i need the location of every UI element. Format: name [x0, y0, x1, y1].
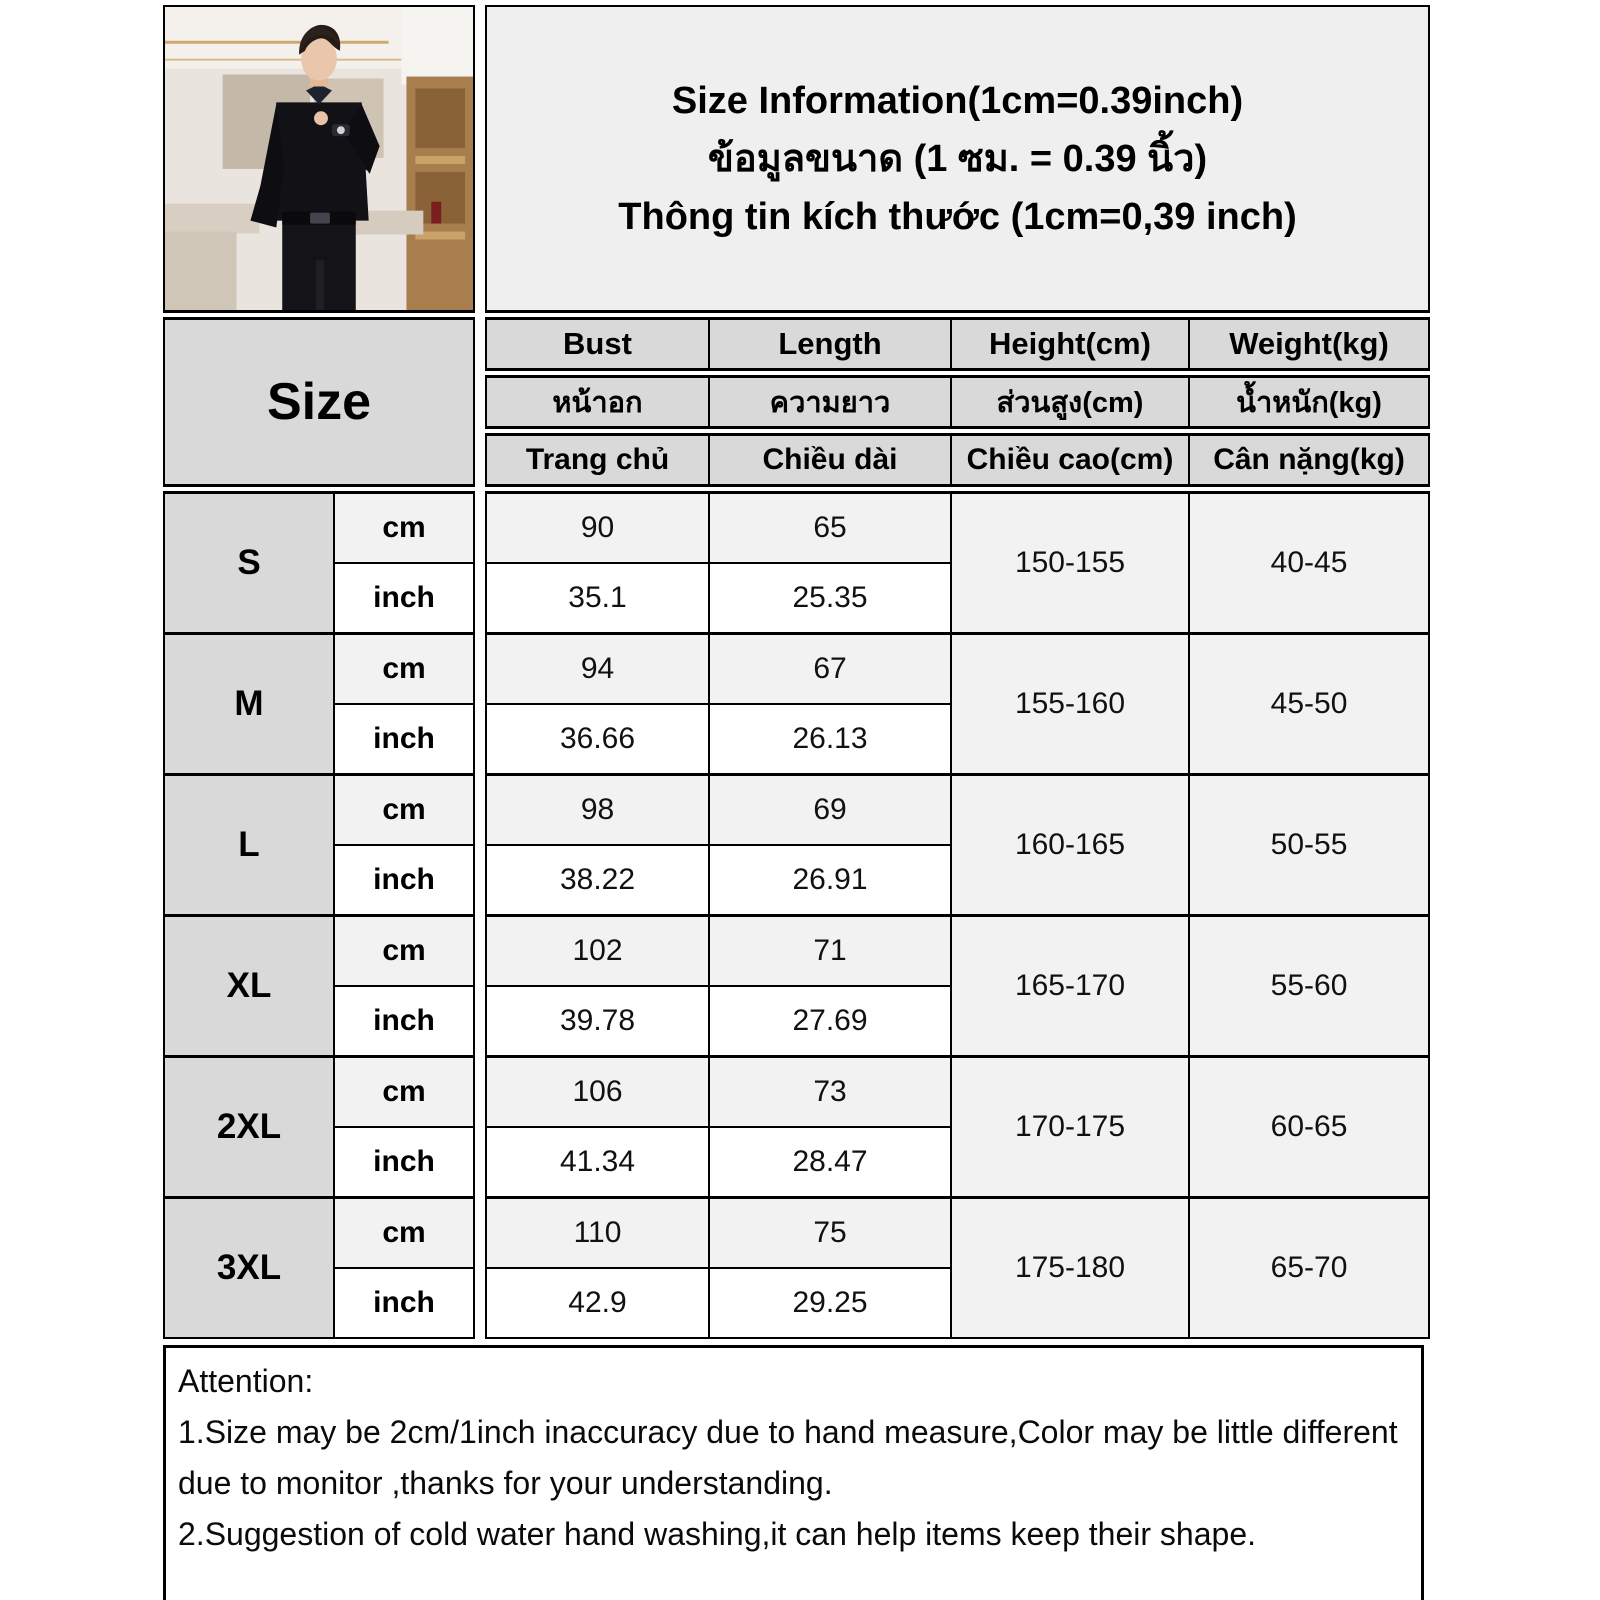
unit-label-cm: cm	[334, 1198, 474, 1269]
length-inch-value: 28.47	[709, 1127, 951, 1198]
unit-label-cm: cm	[334, 634, 474, 705]
weight-range: 55-60	[1189, 916, 1429, 1057]
unit-label-cm: cm	[334, 1057, 474, 1128]
table-spacer	[474, 1127, 486, 1198]
height-range: 170-175	[951, 1057, 1189, 1198]
height-range: 175-180	[951, 1198, 1189, 1339]
size-label: M	[164, 634, 334, 775]
bust-cm-value: 90	[486, 489, 709, 563]
size-row-2XL-cm	[164, 1057, 1429, 1128]
length-cm-value: 75	[709, 1198, 951, 1269]
table-spacer	[474, 315, 486, 373]
col-header-bust-en: Bust	[486, 315, 709, 373]
size-row-S-cm	[164, 489, 1429, 563]
length-cm-value: 71	[709, 916, 951, 987]
table-spacer	[474, 1198, 486, 1269]
size-label: XL	[164, 916, 334, 1057]
attention-notes	[163, 1345, 1424, 1600]
size-label: 3XL	[164, 1198, 334, 1339]
col-header-height-vi: Chiều cao(cm)	[951, 431, 1189, 489]
length-inch-value: 29.25	[709, 1268, 951, 1338]
table-spacer	[474, 489, 486, 563]
size-row-3XL-cm	[164, 1198, 1429, 1269]
table-spacer	[474, 6, 486, 315]
col-header-length-en: Length	[709, 315, 951, 373]
col-header-weight-th: น้ำหนัก(kg)	[1189, 373, 1429, 431]
attention-line-2: due to monitor ,thanks for your understanding.	[178, 1465, 833, 1501]
bust-cm-value: 102	[486, 916, 709, 987]
weight-range: 60-65	[1189, 1057, 1429, 1198]
col-header-weight-en: Weight(kg)	[1189, 315, 1429, 373]
title-english: Size Information(1cm=0.39inch)	[671, 79, 1244, 122]
table-spacer	[474, 775, 486, 846]
table-spacer	[474, 845, 486, 916]
column-header-row-en	[164, 315, 1429, 373]
unit-label-inch: inch	[334, 1127, 474, 1198]
length-cm-value: 69	[709, 775, 951, 846]
table-spacer	[474, 373, 486, 431]
height-range: 150-155	[951, 489, 1189, 634]
header-banner-row	[164, 6, 1429, 315]
unit-label-inch: inch	[334, 563, 474, 634]
table-spacer	[474, 563, 486, 634]
length-inch-value: 26.91	[709, 845, 951, 916]
attention-line-1: 1.Size may be 2cm/1inch inaccuracy due to hand measure,Color may be little different	[178, 1414, 1398, 1450]
table-spacer	[474, 704, 486, 775]
bust-inch-value: 39.78	[486, 986, 709, 1057]
col-header-bust-th: หน้าอก	[486, 373, 709, 431]
title-vietnamese: Thông tin kích thước (1cm=0,39 inch)	[618, 195, 1297, 238]
bust-inch-value: 35.1	[486, 563, 709, 634]
unit-label-cm: cm	[334, 489, 474, 563]
table-spacer	[474, 986, 486, 1057]
size-label: 2XL	[164, 1057, 334, 1198]
bust-cm-value: 94	[486, 634, 709, 705]
title-thai: ข้อมูลขนาด (1 ซม. = 0.39 นิ้ว)	[707, 137, 1208, 180]
table-spacer	[474, 634, 486, 705]
unit-label-cm: cm	[334, 775, 474, 846]
size-table	[163, 5, 1430, 1339]
bust-inch-value: 41.34	[486, 1127, 709, 1198]
bust-inch-value: 38.22	[486, 845, 709, 916]
table-spacer	[474, 1057, 486, 1128]
weight-range: 45-50	[1189, 634, 1429, 775]
bust-cm-value: 98	[486, 775, 709, 846]
height-range: 160-165	[951, 775, 1189, 916]
col-header-bust-vi: Trang chủ	[486, 431, 709, 489]
height-range: 165-170	[951, 916, 1189, 1057]
weight-range: 40-45	[1189, 489, 1429, 634]
col-header-length-vi: Chiều dài	[709, 431, 951, 489]
length-inch-value: 27.69	[709, 986, 951, 1057]
attention-heading: Attention:	[178, 1363, 314, 1399]
table-spacer	[474, 916, 486, 987]
length-inch-value: 25.35	[709, 563, 951, 634]
col-header-height-th: ส่วนสูง(cm)	[951, 373, 1189, 431]
weight-range: 50-55	[1189, 775, 1429, 916]
height-range: 155-160	[951, 634, 1189, 775]
unit-label-cm: cm	[334, 916, 474, 987]
size-header-cell: Size	[164, 315, 474, 489]
bust-cm-value: 110	[486, 1198, 709, 1269]
length-cm-value: 67	[709, 634, 951, 705]
length-cm-value: 65	[709, 489, 951, 563]
unit-label-inch: inch	[334, 704, 474, 775]
length-cm-value: 73	[709, 1057, 951, 1128]
unit-label-inch: inch	[334, 986, 474, 1057]
table-spacer	[474, 1268, 486, 1338]
size-label: S	[164, 489, 334, 634]
size-information-title	[486, 6, 1429, 315]
col-header-height-en: Height(cm)	[951, 315, 1189, 373]
product-photo-illustration	[165, 7, 473, 310]
bust-inch-value: 36.66	[486, 704, 709, 775]
bust-inch-value: 42.9	[486, 1268, 709, 1338]
product-photo-cell	[164, 6, 474, 315]
weight-range: 65-70	[1189, 1198, 1429, 1339]
table-spacer	[474, 431, 486, 489]
size-row-XL-cm	[164, 916, 1429, 987]
length-inch-value: 26.13	[709, 704, 951, 775]
size-label: L	[164, 775, 334, 916]
unit-label-inch: inch	[334, 1268, 474, 1338]
size-row-M-cm	[164, 634, 1429, 705]
size-chart-sheet	[163, 5, 1430, 1600]
attention-line-3: 2.Suggestion of cold water hand washing,it can help items keep their shape.	[178, 1516, 1256, 1552]
unit-label-inch: inch	[334, 845, 474, 916]
size-row-L-cm	[164, 775, 1429, 846]
bust-cm-value: 106	[486, 1057, 709, 1128]
col-header-length-th: ความยาว	[709, 373, 951, 431]
col-header-weight-vi: Cân nặng(kg)	[1189, 431, 1429, 489]
